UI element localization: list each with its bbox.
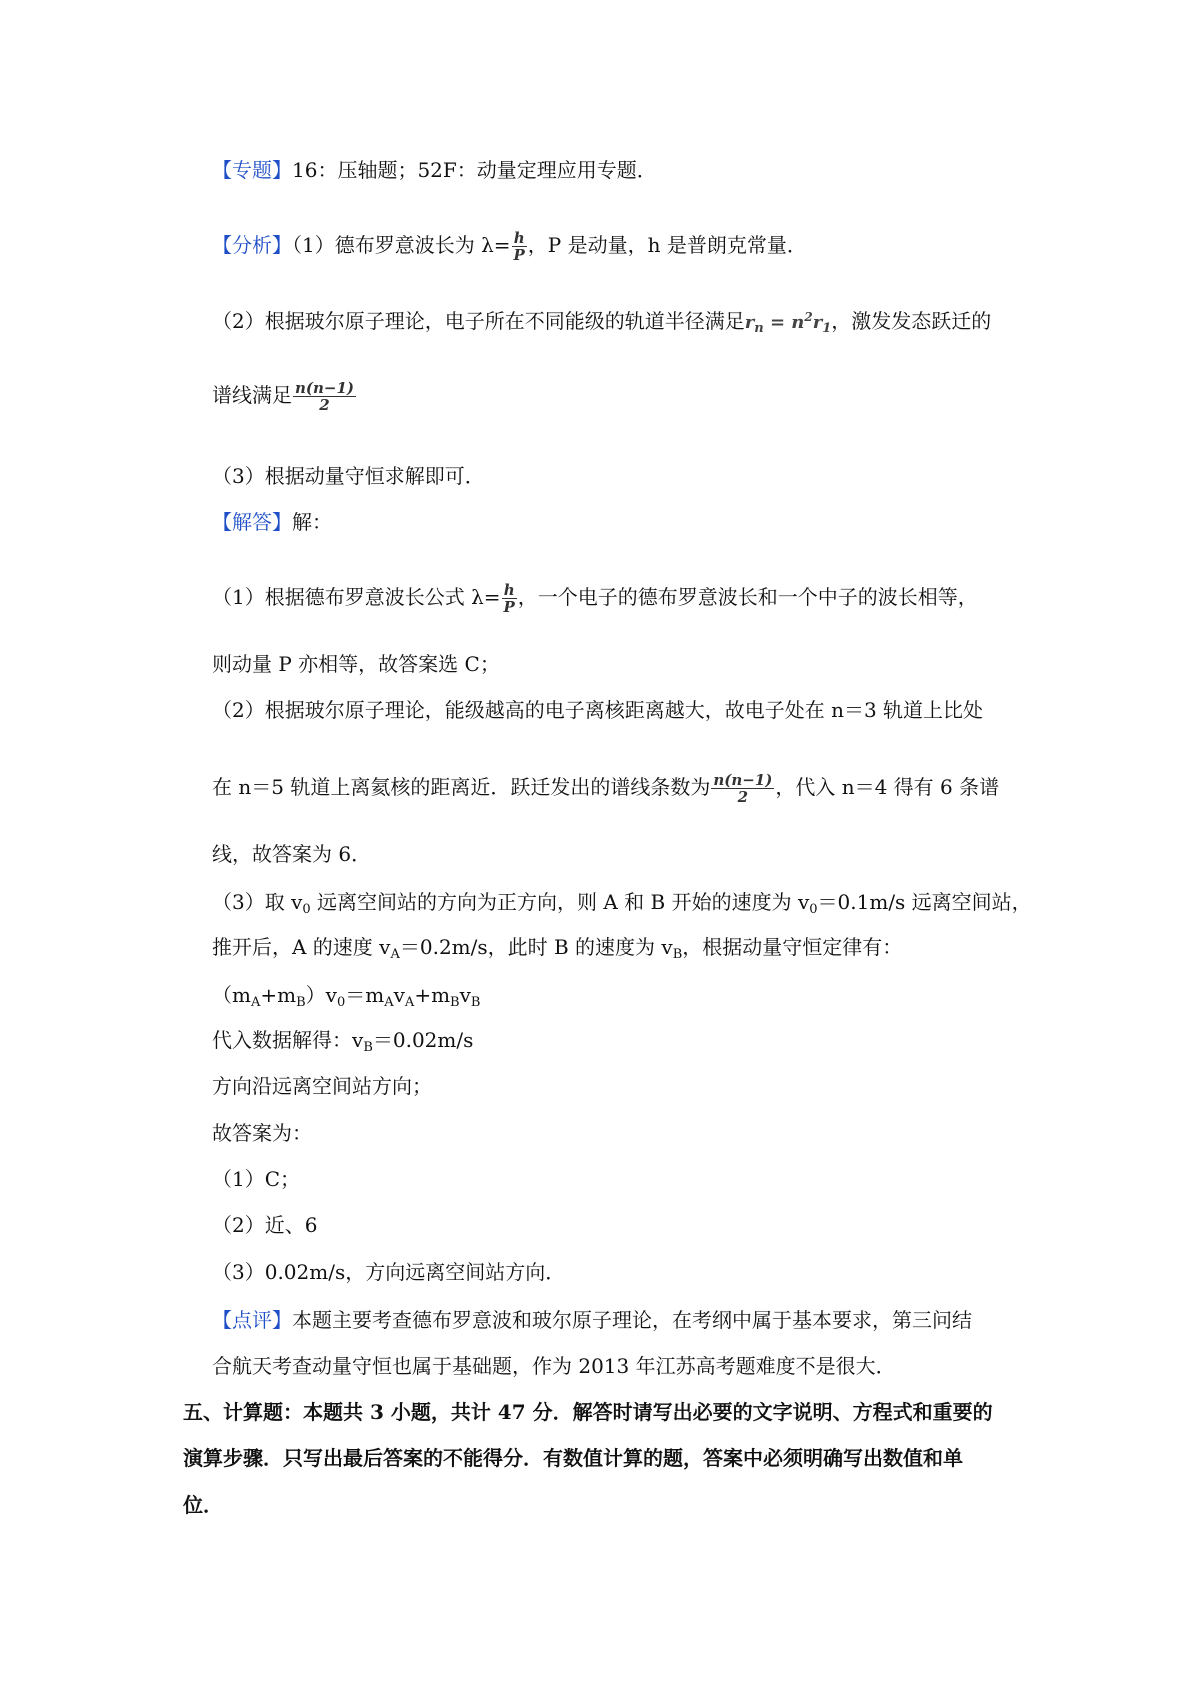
zhuanti-line bbox=[212, 156, 657, 184]
jieda-line-6 bbox=[212, 888, 1032, 916]
jieda-line-5 bbox=[212, 840, 371, 868]
solve-line: 代入数据解得：$v_B=0.02m/s$ bbox=[212, 1028, 474, 1055]
subscript: 0 bbox=[336, 995, 346, 1010]
subscript: 0 bbox=[809, 902, 818, 917]
jieda-line-4 bbox=[212, 772, 999, 805]
jieda-line-3 bbox=[212, 696, 983, 724]
fenxi-line-3 bbox=[212, 380, 357, 413]
subscript: B bbox=[470, 995, 481, 1010]
jieda-line-2 bbox=[212, 650, 500, 678]
subscript: A bbox=[390, 947, 400, 962]
fraction-numerator: h bbox=[502, 582, 517, 599]
section5-heading-line-1 bbox=[183, 1398, 993, 1426]
formula-eq: = n bbox=[763, 312, 805, 333]
formula-r: r bbox=[744, 312, 755, 333]
fraction-numerator: n(n−1) bbox=[295, 379, 355, 397]
subscript: A bbox=[404, 995, 415, 1010]
dianping-line-2 bbox=[212, 1352, 896, 1380]
fraction-denominator: P bbox=[503, 598, 515, 616]
fraction-numerator: h bbox=[512, 230, 527, 247]
fenxi-p1-text-2: ，P 是动量，h 是普朗克常量． bbox=[527, 233, 807, 257]
jieda-head: 解： bbox=[292, 510, 332, 534]
fenxi-line-4 bbox=[212, 462, 485, 490]
subscript: B bbox=[296, 995, 306, 1010]
fraction-numerator: n(n−1) bbox=[713, 771, 773, 789]
formula-sub-1: 1 bbox=[822, 321, 832, 336]
dianping-text-2: 合航天考查动量守恒也属于基础题，作为 2013 年江苏高考题难度不是很大． bbox=[212, 1354, 896, 1378]
fenxi-p1-text: （1）德布罗意波长为 λ= bbox=[292, 233, 511, 257]
jieda-a2-text-4: 线，故答案为 6． bbox=[212, 842, 372, 866]
jieda-a3-text-6: ，根据动量守恒定律有： bbox=[682, 935, 903, 959]
jieda-a2-text-3: ，代入 n＝4 得有 6 条谱 bbox=[775, 775, 1000, 799]
jieda-a3-text-2: 远离空间站的方向为正方向，则 A 和 B 开始的速度为 v bbox=[310, 890, 810, 914]
wavelength-fraction bbox=[512, 230, 527, 263]
fraction-denominator: 2 bbox=[737, 788, 749, 806]
fenxi-line-1 bbox=[212, 230, 807, 263]
section5-text-1: 五、计算题：本题共 3 小题，共计 47 分．解答时请写出必要的文字说明、方程式和重要的 bbox=[183, 1400, 993, 1424]
subscript: B bbox=[363, 1040, 373, 1055]
jieda-a1-text-3: 则动量 P 亦相等，故答案选 C； bbox=[212, 652, 500, 676]
jieda-line-head bbox=[212, 508, 332, 536]
subscript: 0 bbox=[302, 902, 311, 917]
jieda-line-7 bbox=[212, 933, 902, 961]
wavelength-fraction bbox=[502, 582, 517, 615]
answer-1-line bbox=[212, 1165, 300, 1193]
jieda-a1-text-2: ，一个电子的德布罗意波长和一个中子的波长相等， bbox=[517, 585, 978, 609]
subscript: A bbox=[250, 995, 261, 1010]
jieda-a3-text-4: 推开后，A 的速度 v bbox=[212, 935, 391, 959]
direction-line bbox=[212, 1072, 432, 1100]
subscript: B bbox=[672, 947, 683, 962]
fenxi-p2-text-3: 谱线满足 bbox=[212, 383, 292, 407]
answer-head: 故答案为： bbox=[212, 1121, 312, 1145]
answer-head-line bbox=[212, 1119, 312, 1147]
fraction-denominator: P bbox=[513, 246, 525, 264]
formula-sup-2: 2 bbox=[804, 310, 813, 324]
fenxi-p3-text: （3）根据动量守恒求解即可． bbox=[212, 464, 485, 488]
fenxi-line-2 bbox=[212, 307, 991, 337]
zhuanti-text: 16：压轴题；52F：动量定理应用专题． bbox=[292, 158, 657, 182]
answer-3-line bbox=[212, 1258, 565, 1286]
answer-1: （1）C； bbox=[212, 1167, 301, 1191]
formula-r1: r bbox=[812, 312, 823, 333]
subscript: B bbox=[450, 995, 460, 1010]
section5-heading-line-2 bbox=[183, 1444, 963, 1472]
answer-2-line bbox=[212, 1211, 317, 1239]
subscript: A bbox=[384, 995, 394, 1010]
fenxi-p2-text: （2）根据玻尔原子理论，电子所在不同能级的轨道半径满足 bbox=[212, 309, 745, 333]
fraction-denominator: 2 bbox=[319, 396, 330, 414]
dianping-line-1 bbox=[212, 1306, 972, 1334]
answer-3: （3）0.02m/s，方向远离空间站方向． bbox=[212, 1260, 566, 1284]
jieda-line-1 bbox=[212, 582, 978, 615]
orbit-radius-formula bbox=[744, 310, 832, 336]
section5-heading-line-3 bbox=[183, 1491, 223, 1519]
dianping-text-1: 本题主要考查德布罗意波和玻尔原子理论，在考纲中属于基本要求，第三问结 bbox=[292, 1308, 972, 1332]
formula-sub-n: n bbox=[754, 321, 764, 336]
jieda-a3-text-3: ＝0.1m/s 远离空间站， bbox=[817, 890, 1032, 914]
jieda-a3-text: （3）取 v bbox=[212, 890, 303, 914]
answer-2: （2）近、6 bbox=[212, 1213, 318, 1237]
jieda-tag: 【解答】 bbox=[212, 510, 292, 534]
jieda-a2-text: （2）根据玻尔原子理论，能级越高的电子离核距离越大，故电子处在 n＝3 轨道上比处 bbox=[212, 698, 984, 722]
section5-text-3: 位． bbox=[183, 1493, 223, 1517]
fenxi-tag: 【分析】 bbox=[212, 233, 292, 257]
section5-text-2: 演算步骤．只写出最后答案的不能得分．有数值计算的题，答案中必须明确写出数值和单 bbox=[183, 1446, 963, 1470]
zhuanti-tag: 【专题】 bbox=[212, 158, 292, 182]
momentum-equation: $(m_A+m_B)v_0=m_Av_A+m_Bv_B$ bbox=[212, 983, 481, 1010]
jieda-a1-text: （1）根据德布罗意波长公式 λ= bbox=[212, 585, 501, 609]
fenxi-p2-text-2: ，激发发态跃迁的 bbox=[831, 309, 992, 333]
jieda-a3-text-5: ＝0.2m/s，此时 B 的速度为 v bbox=[399, 935, 673, 959]
dianping-tag: 【点评】 bbox=[212, 1308, 292, 1332]
jieda-a2-text-2: 在 n＝5 轨道上离氦核的距离近．跃迁发出的谱线条数为 bbox=[212, 775, 711, 799]
spectral-lines-fraction bbox=[293, 380, 356, 413]
spectral-lines-fraction bbox=[711, 772, 774, 805]
direction-text: 方向沿远离空间站方向； bbox=[212, 1074, 432, 1098]
